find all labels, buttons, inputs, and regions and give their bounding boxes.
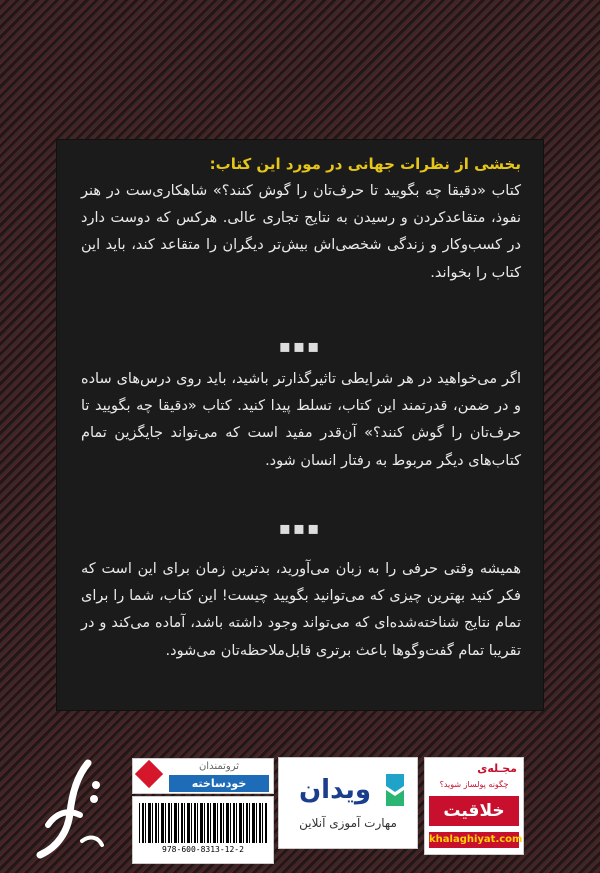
khodsakhteh-logo: [132, 758, 274, 794]
barcode-bars: [139, 803, 267, 843]
vidan-name: ویدان: [298, 775, 372, 805]
negah-publisher-logo: [18, 755, 110, 863]
isbn-barcode: [132, 796, 274, 864]
back-cover-text-panel: [57, 140, 543, 710]
vidan-logo: [278, 757, 418, 849]
separator-dots: ▪▪▪: [278, 518, 322, 539]
khalaghiyat-top-label: مجـله‌ی: [477, 762, 517, 775]
khalaghiyat-name: خلاقیت: [429, 796, 519, 826]
separator-dots: ▪▪▪: [278, 336, 322, 357]
vidan-mark-icon: [384, 772, 406, 808]
section-heading: بخشی از نظرات جهانی در مورد این کتاب:: [209, 155, 521, 173]
vidan-tagline: مهارت آموزی آنلاین: [299, 816, 397, 830]
khalaghiyat-url: khalaghiyat.com: [429, 832, 519, 848]
review-paragraph-3: همیشه وقتی حرفی را به زبان می‌آورید، بدترین زمان برای این است که فکر کنید بهترین چیزی که می‌توانید بگویید چیست! این کتاب، شما را برای تمام نتایج شناخته‌شده‌ای که می‌تواند وجود داشته باشد، آماده می‌کند و در تقریبا تمام گفت‌وگوها باعث برتری قابل‌ملاحظه‌تان می‌شود.: [81, 561, 521, 659]
red-diamond-icon: [135, 760, 163, 788]
khalaghiyat-magazine-logo: [424, 757, 524, 855]
review-paragraph-2: اگر می‌خواهید در هر شرایطی تاثیرگذارتر باشید، باید روی درس‌های ساده و در ضمن، قدرتمند این کتاب، تسلط پیدا کنید. کتاب «دقیقا چه بگویید تا حرف‌تان را گوش کنند؟» آن‌قدر مفید است که می‌تواند جایگزین تمام کتاب‌های دیگر مربوط به رفتار انسان شود.: [81, 371, 521, 469]
khodsakhteh-line1: ثروتمندان: [198, 761, 240, 772]
isbn-number: 978-600-8313-12-2: [162, 845, 244, 854]
review-paragraph-1: کتاب «دقیقا چه بگویید تا حرف‌تان را گوش کنند؟» شاهکاری‌ست در هنر نفوذ، متقاعدکردن و رسیدن به نتایج تجاری عالی. هرکس که دوست دارد در کسب‌وکار و زندگی شخصی‌اش بیش‌تر دیگران را متقاعد کند، باید این کتاب را بخواند.: [81, 183, 521, 281]
khalaghiyat-subtitle: چگونه پولساز شوید؟: [439, 780, 509, 789]
khodsakhteh-line2: خودساخته: [169, 775, 269, 792]
